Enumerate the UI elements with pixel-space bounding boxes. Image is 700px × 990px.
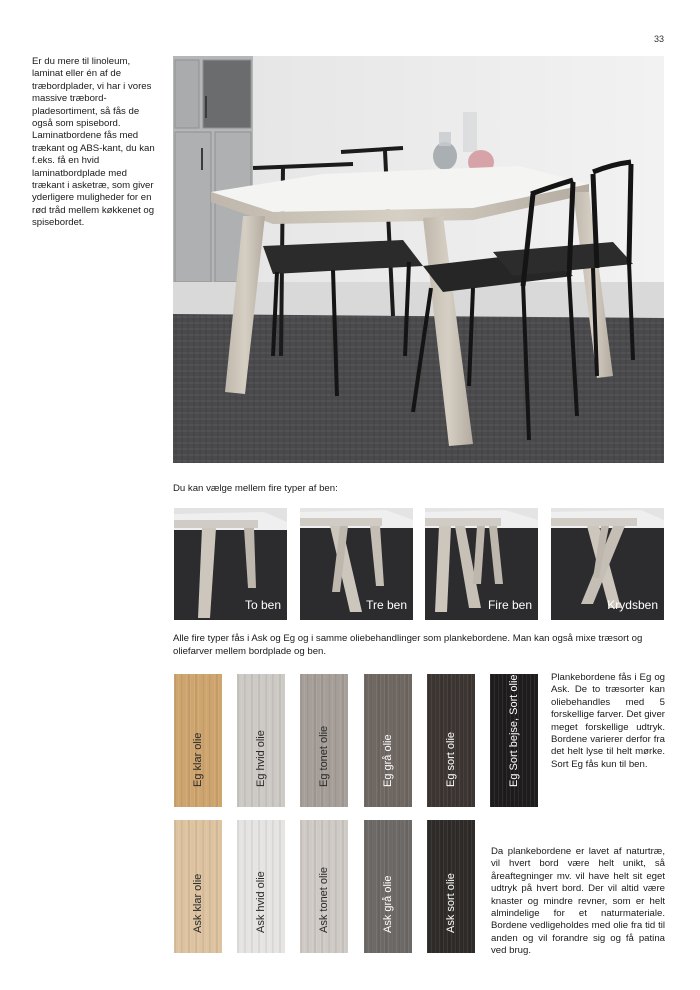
swatch-label: Ask grå olie [382, 875, 394, 933]
swatch-label: Eg Sort bejse, Sort olie [508, 674, 520, 787]
swatch-label: Ask hvid olie [255, 871, 267, 933]
swatch-label: Eg sort olie [445, 731, 457, 787]
swatch-eg-sort-bejse [490, 674, 538, 807]
swatch-label: Eg klar olie [192, 732, 204, 787]
leg-type-three [300, 508, 413, 620]
leg-label: To ben [244, 598, 281, 612]
swatch-eg-hvid [237, 674, 285, 807]
mix-note: Alle fire typer fås i Ask og Eg og i samme oliebehandlinger som plankebordene. Man kan også mixe træsort og oliefarver mellem bordplade og ben. [173, 633, 643, 657]
swatch-eg-tonet [300, 674, 348, 807]
leg-type-cross [551, 508, 664, 620]
swatch-label: Eg grå olie [382, 734, 394, 787]
swatch-label: Eg hvid olie [255, 730, 267, 787]
swatch-eg-sort [427, 674, 475, 807]
leg-label: Fire ben [487, 598, 532, 612]
swatch-ask-hvid [237, 820, 285, 953]
swatch-ask-tonet [300, 820, 348, 953]
swatch-ask-klar [174, 820, 222, 953]
swatch-eg-klar [174, 674, 222, 807]
leg-label: Tre ben [366, 598, 407, 612]
leg-label: Krydsben [607, 598, 658, 612]
swatch-label: Ask klar olie [192, 873, 204, 933]
legs-caption: Du kan vælge mellem fire typer af ben: [173, 483, 338, 494]
leg-type-four [425, 508, 538, 620]
plank-finish-text: Plankebordene fås i Eg og Ask. De to træsorter kan oliebehandles med 5 forskellige farver. Det giver meget forskellige udtryk. Bordene varierer derfor fra det helt lyse til helt mørke. Sort Eg fås kun til ben. [551, 672, 665, 770]
leg-type-two [174, 508, 287, 620]
dining-table-photo [173, 56, 664, 463]
plank-care-text: Da plankebordene er lavet af naturtræ, vil hvert bord være helt unikt, så åreaftegninger mv. vil have helt sit eget udtryk på hvert bord. Der vil altid være knaster og mindre revner, som er helt almindelige for et naturmateriale. Bordene vedligeholdes med olie fra tid til anden og vil forandre sig og få patina ved brug. [491, 846, 665, 957]
swatch-label: Ask sort olie [445, 873, 457, 933]
page-number: 33 [653, 34, 664, 44]
swatch-ask-sort [427, 820, 475, 953]
swatch-label: Ask tonet olie [318, 866, 330, 933]
swatch-label: Eg tonet olie [318, 725, 330, 787]
swatch-eg-graa [364, 674, 412, 807]
swatch-ask-graa [364, 820, 412, 953]
intro-text: Er du mere til linoleum, laminat eller én af de træbordplader, vi har i vores massive træbord-pladesortiment, så fås de også som spisebord. Laminatbordene fås med trækant og ABS-kant, du kan f.eks. få en hvid laminatbordplade med trækant i asketræ, som giver yderligere muligheder for en rød tråd mellem køkkenet og spisebordet. [32, 56, 155, 229]
